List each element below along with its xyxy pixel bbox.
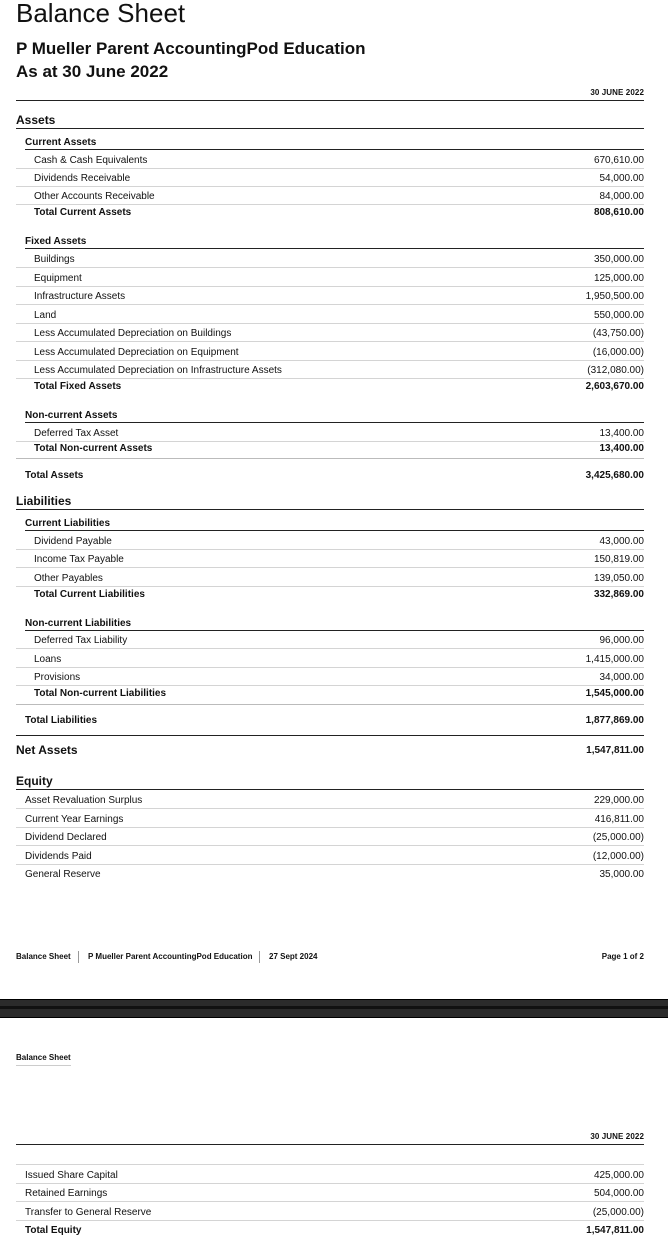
table-row	[16, 249, 644, 268]
total-amount: 2,603,670.00	[585, 381, 644, 392]
report-title: Balance Sheet	[16, 0, 186, 28]
liabilities-heading: Liabilities	[16, 494, 644, 510]
table-row	[16, 649, 644, 668]
row-label: Dividends Paid	[25, 851, 92, 862]
noncurrent-liabilities-heading: Non-current Liabilities	[25, 617, 644, 631]
table-row	[16, 286, 644, 305]
total-assets-row	[16, 465, 644, 483]
page2-header-rule	[16, 1144, 644, 1145]
footer-page-number: Page 1 of 2	[601, 952, 644, 961]
current-liabilities-heading: Current Liabilities	[25, 517, 644, 531]
net-assets-row	[16, 739, 644, 759]
row-label: Less Accumulated Depreciation on Equipment	[34, 347, 239, 358]
row-amount: 139,050.00	[593, 573, 644, 584]
row-label: Retained Earnings	[25, 1188, 108, 1199]
total-amount: 1,877,869.00	[585, 715, 644, 726]
equity-heading: Equity	[16, 774, 644, 790]
report-date: As at 30 June 2022	[16, 62, 169, 81]
total-amount: 1,547,811.00	[586, 1225, 644, 1236]
row-amount: 54,000.00	[599, 173, 644, 184]
divider	[16, 458, 644, 459]
row-amount: 550,000.00	[593, 310, 644, 321]
row-label: Provisions	[34, 672, 81, 683]
total-label: Total Assets	[25, 470, 84, 481]
row-amount: 96,000.00	[599, 635, 644, 646]
row-label: Dividend Payable	[34, 536, 112, 547]
organisation-name: P Mueller Parent AccountingPod Education	[16, 39, 366, 58]
row-amount: 350,000.00	[593, 254, 644, 265]
table-row	[16, 1165, 644, 1184]
row-amount: 670,610.00	[593, 155, 644, 166]
row-label: Deferred Tax Liability	[34, 635, 128, 646]
total-label: Total Non-current Liabilities	[34, 688, 167, 699]
row-label: Loans	[34, 654, 62, 665]
net-assets-rule	[16, 735, 644, 736]
table-row	[16, 1202, 644, 1221]
total-amount: 3,425,680.00	[585, 470, 644, 481]
row-label: Current Year Earnings	[25, 814, 124, 825]
current-assets-heading: Current Assets	[25, 136, 644, 150]
row-amount: 84,000.00	[599, 191, 644, 202]
table-row	[16, 268, 644, 287]
table-row	[16, 549, 644, 568]
row-amount: (25,000.00)	[592, 832, 644, 843]
row-label: Transfer to General Reserve	[25, 1207, 152, 1218]
page-footer	[16, 951, 644, 965]
row-label: Buildings	[34, 254, 75, 265]
total-row	[16, 683, 644, 701]
row-amount: 1,950,500.00	[585, 291, 644, 302]
row-label: Income Tax Payable	[34, 554, 124, 565]
total-row	[16, 202, 644, 220]
row-amount: 13,400.00	[599, 428, 644, 439]
table-row	[16, 827, 644, 846]
row-label: Asset Revaluation Surplus	[25, 795, 143, 806]
row-amount: 416,811.00	[594, 814, 644, 825]
row-amount: (16,000.00)	[592, 347, 644, 358]
row-amount: (12,000.00)	[592, 851, 644, 862]
fixed-assets-heading: Fixed Assets	[25, 235, 644, 249]
total-liabilities-row	[16, 710, 644, 728]
table-row	[16, 846, 644, 865]
page2-column-header: 30 JUNE 2022	[590, 1132, 644, 1141]
row-amount: 504,000.00	[593, 1188, 644, 1199]
net-assets-amount: 1,547,811.00	[586, 745, 644, 756]
row-label: General Reserve	[25, 869, 101, 880]
row-amount: (43,750.00)	[592, 328, 644, 339]
row-amount: 35,000.00	[599, 869, 644, 880]
column-header: 30 JUNE 2022	[590, 88, 644, 97]
total-label: Total Current Assets	[34, 207, 132, 218]
total-label: Total Current Liabilities	[34, 589, 145, 600]
total-amount: 808,610.00	[593, 207, 644, 218]
row-label: Equipment	[34, 273, 82, 284]
assets-heading: Assets	[16, 113, 644, 129]
row-label: Cash & Cash Equivalents	[34, 155, 148, 166]
table-row	[16, 809, 644, 828]
total-row	[16, 438, 644, 456]
table-row	[16, 630, 644, 649]
page-break	[0, 999, 668, 1018]
row-amount: (25,000.00)	[592, 1207, 644, 1218]
table-row	[16, 1183, 644, 1202]
row-label: Less Accumulated Depreciation on Infrastructure Assets	[34, 365, 282, 376]
row-amount: 34,000.00	[599, 672, 644, 683]
total-equity-row	[16, 1220, 644, 1238]
row-amount: 150,819.00	[593, 554, 644, 565]
total-row	[16, 376, 644, 394]
row-amount: 43,000.00	[599, 536, 644, 547]
row-label: Infrastructure Assets	[34, 291, 126, 302]
total-amount: 1,545,000.00	[585, 688, 644, 699]
footer-separator	[78, 951, 79, 963]
row-label: Other Payables	[34, 573, 103, 584]
noncurrent-assets-heading: Non-current Assets	[25, 409, 644, 423]
total-label: Total Equity	[25, 1225, 82, 1236]
total-label: Total Non-current Assets	[34, 443, 153, 454]
row-label: Issued Share Capital	[25, 1170, 118, 1181]
table-row	[16, 150, 644, 169]
total-label: Total Liabilities	[25, 715, 98, 726]
table-row	[16, 305, 644, 324]
row-amount: 229,000.00	[593, 795, 644, 806]
table-row	[16, 168, 644, 187]
row-amount: 125,000.00	[593, 273, 644, 284]
footer-report-name: Balance Sheet	[16, 952, 71, 961]
page2-header: Balance Sheet	[16, 1053, 71, 1066]
total-label: Total Fixed Assets	[34, 381, 122, 392]
total-amount: 13,400.00	[599, 443, 644, 454]
row-label: Land	[34, 310, 57, 321]
row-label: Deferred Tax Asset	[34, 428, 119, 439]
table-row	[16, 531, 644, 550]
row-label: Less Accumulated Depreciation on Buildings	[34, 328, 232, 339]
row-amount: 1,415,000.00	[585, 654, 644, 665]
row-amount: 425,000.00	[593, 1170, 644, 1181]
total-amount: 332,869.00	[593, 589, 644, 600]
table-row	[16, 790, 644, 809]
row-label: Dividend Declared	[25, 832, 107, 843]
footer-organisation: P Mueller Parent AccountingPod Education	[88, 952, 253, 961]
table-row	[16, 342, 644, 361]
footer-printed-date: 27 Sept 2024	[269, 952, 318, 961]
total-row	[16, 584, 644, 602]
table-row	[16, 323, 644, 342]
row-amount: (312,080.00)	[587, 365, 644, 376]
divider	[16, 704, 644, 705]
row-label: Other Accounts Receivable	[34, 191, 155, 202]
row-label: Dividends Receivable	[34, 173, 131, 184]
net-assets-label: Net Assets	[16, 743, 78, 757]
table-row	[16, 864, 644, 882]
footer-separator	[259, 951, 260, 963]
header-rule	[16, 100, 644, 101]
